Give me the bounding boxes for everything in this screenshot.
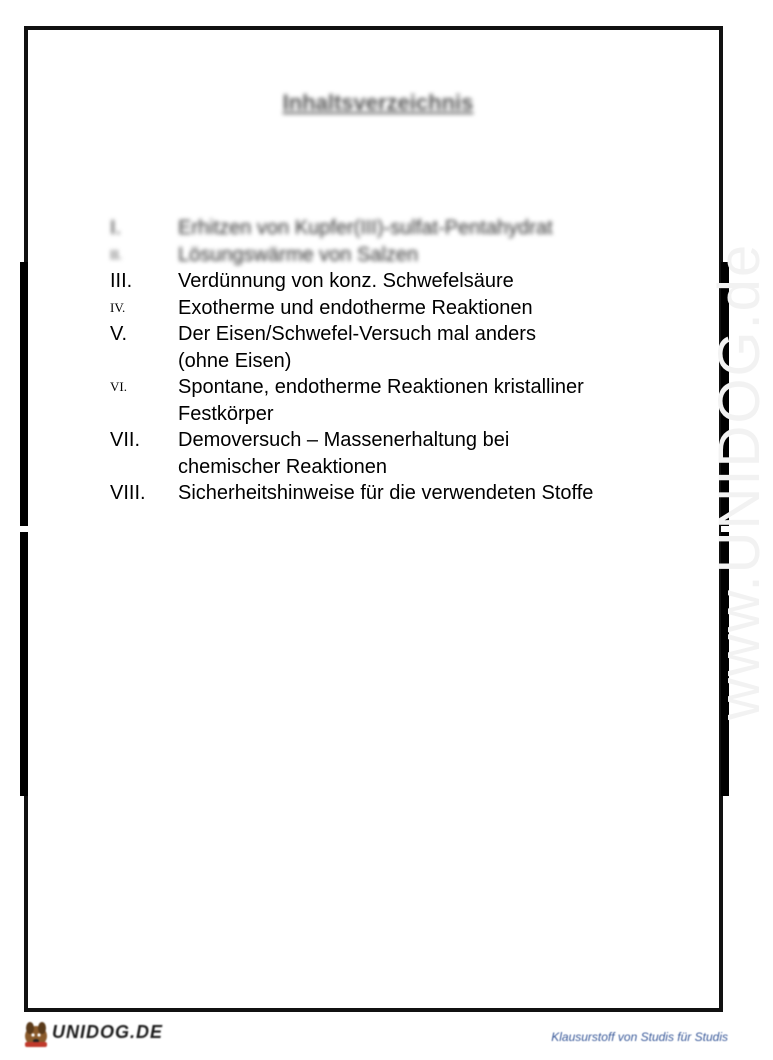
logo-text[interactable]: UNIDOG.DE [52,1022,164,1042]
toc-number: VIII. [110,482,146,504]
toc-title: Lösungswärme von Salzen [178,243,419,266]
toc-title-line: chemischer Reaktionen [178,455,387,478]
footer-slogan: Klausurstoff von Studis für Studis [551,1030,728,1044]
toc-entry[interactable] [110,480,670,507]
left-margin-bar [20,262,28,796]
toc-entry[interactable] [110,295,670,322]
toc-number: VI. [110,379,127,394]
toc-number: VII. [110,429,141,451]
toc-title: Verdünnung von konz. Schwefelsäure [178,270,514,292]
table-of-contents [110,215,670,507]
toc-entry[interactable] [110,427,670,480]
toc-title [178,374,670,427]
toc-title: Exotherme und endotherme Reaktionen [178,296,533,319]
toc-number: V. [110,323,128,345]
toc-title-line: Demoversuch – Massenerhaltung bei [178,429,510,451]
toc-entry[interactable] [110,268,670,295]
toc-title: Erhitzen von Kupfer(III)-sulfat-Pentahydrat [178,217,553,239]
toc-entry[interactable] [110,215,670,242]
toc-number: IV. [110,299,126,315]
toc-title-line: Festkörper [178,402,274,425]
page-title: Inhaltsverzeichnis [282,90,474,115]
toc-entry[interactable] [110,242,670,269]
toc-title-line: Spontane, endotherme Reaktionen kristalliner [178,376,584,398]
toc-title-line: (ohne Eisen) [178,349,292,372]
watermark-text: www.UNIDOG.de [707,242,772,720]
toc-title-line: Der Eisen/Schwefel-Versuch mal anders [178,323,536,345]
toc-number: I. [110,217,122,239]
toc-title: Sicherheitshinweise für die verwendeten Stoffe [178,482,594,504]
toc-entry[interactable] [110,321,670,374]
toc-number: III. [110,270,133,292]
toc-title [178,427,670,480]
toc-entry[interactable] [110,374,670,427]
page-frame [24,26,723,1012]
toc-title [178,321,670,374]
toc-number: II. [110,246,122,262]
